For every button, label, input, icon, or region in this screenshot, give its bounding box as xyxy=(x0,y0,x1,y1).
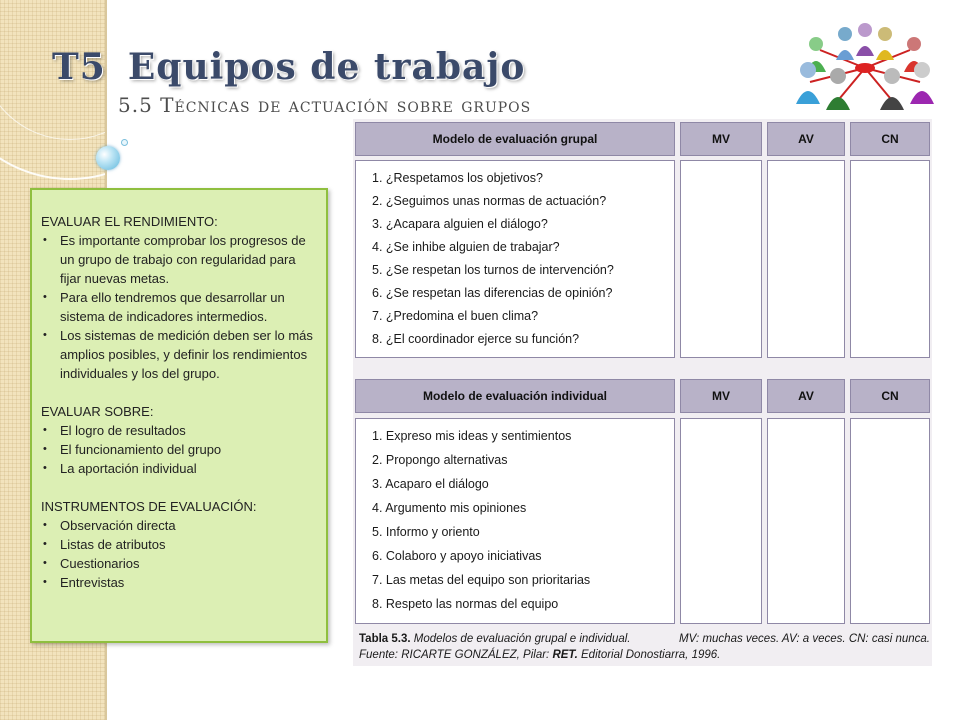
table-row: 8. Respeto las normas del equipo xyxy=(372,597,559,611)
column-header-av: AV xyxy=(767,379,845,413)
caption-text: Modelos de evaluación grupal e individual. xyxy=(413,633,631,645)
individual-av-column xyxy=(767,418,845,624)
table-row: 7. Las metas del equipo son prioritarias xyxy=(372,573,591,587)
title-text: Equipos de trabajo xyxy=(127,46,526,88)
column-header-mv: MV xyxy=(680,122,762,156)
source-label: Fuente: xyxy=(359,649,398,661)
list-item: • El funcionamiento del grupo xyxy=(41,440,318,459)
section-rendimiento xyxy=(41,212,318,383)
table-row: 2. ¿Seguimos unas normas de actuación? xyxy=(372,194,607,208)
table-row: 8. ¿El coordinador ejerce su función? xyxy=(372,332,580,346)
table-row: 4. Argumento mis opiniones xyxy=(372,501,527,515)
source-publisher: Editorial Donostiarra, 1996. xyxy=(581,649,721,661)
section-instrumentos xyxy=(41,497,318,592)
table-row: 6. Colaboro y apoyo iniciativas xyxy=(372,549,542,563)
section-heading: EVALUAR SOBRE: xyxy=(41,404,154,419)
list-item: • Listas de atributos xyxy=(41,535,318,554)
list-item: • El logro de resultados xyxy=(41,421,318,440)
slide-subtitle: 5.5 Técnicas de actuación sobre grupos xyxy=(118,93,532,117)
table-row: 3. ¿Acapara alguien el diálogo? xyxy=(372,217,548,231)
table-row: 1. Expreso mis ideas y sentimientos xyxy=(372,429,572,443)
list-item: • La aportación individual xyxy=(41,459,318,478)
individual-cn-column xyxy=(850,418,930,624)
bullet-list xyxy=(41,231,318,383)
table-row: 7. ¿Predomina el buen clima? xyxy=(372,309,539,323)
individual-mv-column xyxy=(680,418,762,624)
caption-label: Tabla 5.3. xyxy=(359,633,411,645)
group-table-title: Modelo de evaluación grupal xyxy=(355,122,675,156)
list-item: • Es importante comprobar los progresos de un grupo de trabajo con regularidad para fijar nuevas metas. xyxy=(41,231,318,288)
section-heading: EVALUAR EL RENDIMIENTO: xyxy=(41,214,218,229)
list-item: • Cuestionarios xyxy=(41,554,318,573)
evaluation-notes-box xyxy=(30,188,328,643)
table-row: 5. ¿Se respetan los turnos de intervención? xyxy=(372,263,614,277)
section-heading: INSTRUMENTOS DE EVALUACIÓN: xyxy=(41,499,257,514)
slide-title xyxy=(52,44,525,90)
caption-legend: MV: muchas veces. AV: a veces. CN: casi nunca. xyxy=(679,633,930,645)
table-row: 2. Propongo alternativas xyxy=(372,453,508,467)
bullet-list xyxy=(41,421,318,478)
individual-table-title: Modelo de evaluación individual xyxy=(355,379,675,413)
bubble-decoration xyxy=(96,146,120,170)
bullet-list xyxy=(41,516,318,592)
group-mv-column xyxy=(680,160,762,358)
list-item: • Entrevistas xyxy=(41,573,318,592)
team-meeting-icon xyxy=(790,20,940,110)
group-cn-column xyxy=(850,160,930,358)
group-question-list xyxy=(355,160,675,358)
table-row: 5. Informo y oriento xyxy=(372,525,480,539)
bubble-decoration-small xyxy=(121,139,128,146)
evaluation-table-image xyxy=(353,119,932,666)
source-author: RICARTE GONZÁLEZ, Pilar: xyxy=(401,649,550,661)
source-work: RET. xyxy=(552,649,578,661)
table-row: 6. ¿Se respetan las diferencias de opinión? xyxy=(372,286,613,300)
individual-question-list xyxy=(355,418,675,624)
table-row: 3. Acaparo el diálogo xyxy=(372,477,489,491)
column-header-cn: CN xyxy=(850,379,930,413)
table-source xyxy=(359,649,720,661)
table-caption xyxy=(359,633,631,645)
group-av-column xyxy=(767,160,845,358)
table-row: 1. ¿Respetamos los objetivos? xyxy=(372,171,543,185)
title-number: T5 xyxy=(52,46,106,88)
table-row: 4. ¿Se inhibe alguien de trabajar? xyxy=(372,240,560,254)
section-evaluar-sobre xyxy=(41,402,318,478)
column-header-cn: CN xyxy=(850,122,930,156)
column-header-mv: MV xyxy=(680,379,762,413)
list-item: • Los sistemas de medición deben ser lo más amplios posibles, y definir los rendimientos individuales y los del grupo. xyxy=(41,326,318,383)
list-item: • Para ello tendremos que desarrollar un sistema de indicadores intermedios. xyxy=(41,288,318,326)
list-item: • Observación directa xyxy=(41,516,318,535)
column-header-av: AV xyxy=(767,122,845,156)
